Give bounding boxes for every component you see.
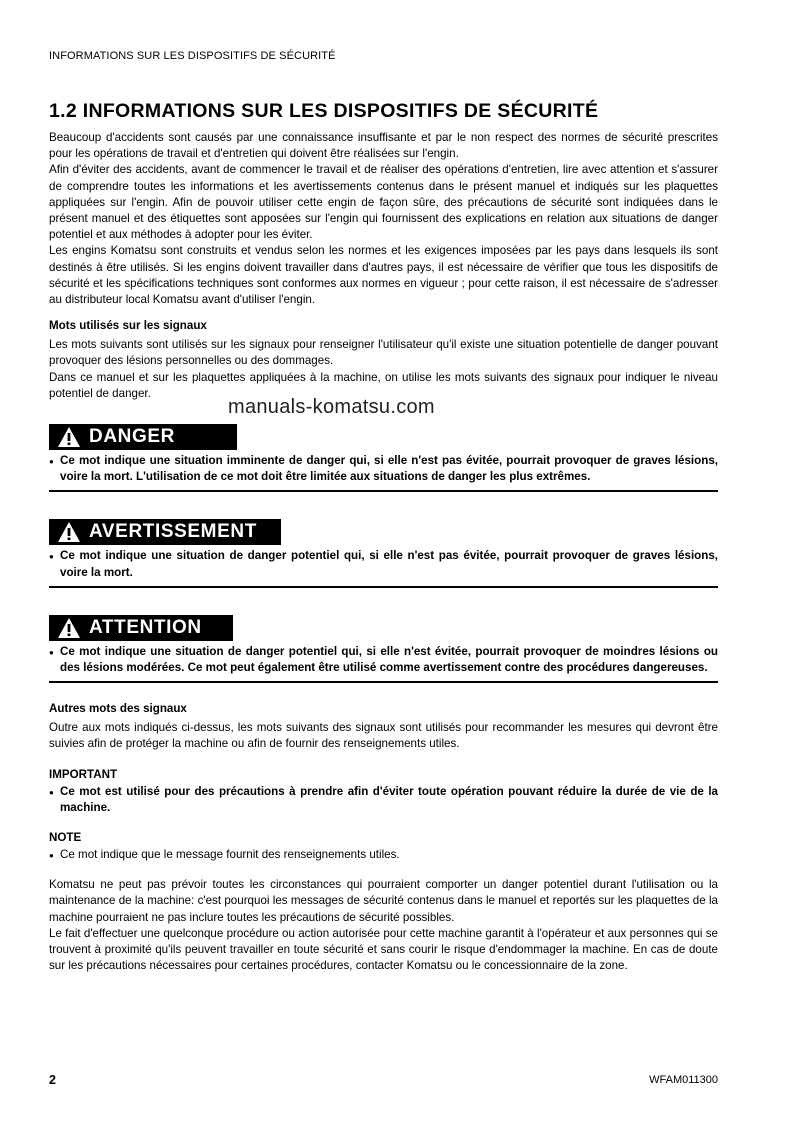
warning-label: AVERTISSEMENT: [89, 521, 257, 543]
caution-block: [49, 615, 718, 683]
intro-paragraph-1: Beaucoup d'accidents sont causés par une connaissance insuffisante et par le non respect des normes de sécurité prescrites pour les opérations de travail et d'entretien qui doivent être réalisées sur l'engin.: [49, 131, 718, 161]
page-number: 2: [49, 1073, 56, 1087]
danger-label: DANGER: [89, 426, 175, 448]
note-label: NOTE: [49, 831, 82, 845]
warning-triangle-icon: [57, 426, 81, 448]
warning-label-box: [49, 519, 281, 545]
caution-divider: [49, 681, 718, 683]
running-header: INFORMATIONS SUR LES DISPOSITIFS DE SÉCURITÉ: [49, 50, 336, 62]
intro-paragraph-3: Les engins Komatsu sont construits et vendus selon les normes et les exigences imposées par les pays dans lesquels ils sont destinés à être utilisés. Si les engins doivent travailler dans d'autres pays, il est nécessaire de vérifier que tous les dispositifs de sécurité et les spécifications techniques sont conformes aux normes en vigueur ; pour cette raison, il est nécessaire de s'adresser au distributeur local Komatsu avant d'utiliser l'engin.: [49, 244, 718, 307]
danger-text: ● Ce mot indique une situation imminente de danger qui, si elle n'est pas évitée, pourrait provoquer de graves lésions, voire la mort. L'utilisation de ce mot doit être limitée aux situations de danger les plus extrêmes.: [49, 453, 718, 485]
important-label: IMPORTANT: [49, 767, 118, 781]
watermark: manuals-komatsu.com: [228, 396, 435, 418]
other-signals-text: Outre aux mots indiqués ci-dessus, les mots suivants des signaux sont utilisés pour recommander les mesures qui devront être suivies afin de protéger la machine ou afin de fournir des renseignements utiles.: [49, 721, 718, 751]
warning-triangle-icon: [57, 521, 81, 543]
signals-heading: Mots utilisés sur les signaux: [49, 319, 207, 333]
warning-divider: [49, 586, 718, 588]
danger-block: [49, 424, 718, 492]
signals-paragraph-1: Les mots suivants sont utilisés sur les signaux pour renseigner l'utilisateur qu'il existe une situation potentielle de danger pouvant provoquer des lésions personnelles ou des dommages.: [49, 338, 718, 368]
warning-text: ● Ce mot indique une situation de danger potentiel qui, si elle n'est pas évitée, pourrait provoquer de graves lésions, voire la mort.: [49, 548, 718, 580]
warning-triangle-icon: [57, 617, 81, 639]
page-title: 1.2 INFORMATIONS SUR LES DISPOSITIFS DE SÉCURITÉ: [49, 100, 599, 122]
signals-paragraph-2: Dans ce manuel et sur les plaquettes appliquées à la machine, on utilise les mots suivants des signaux pour indiquer le niveau potentiel de danger.: [49, 370, 718, 400]
intro-paragraph-2: Afin d'éviter des accidents, avant de commencer le travail et de réaliser des opérations d'entretien, lire avec attention et s'assurer de comprendre toutes les informations et les avertissements contenus dans le présent manuel et indiqués sur les plaquettes appliquées sur l'engin. Afin de pouvoir utiliser cette engin de façon sûre, des précautions de sécurité sont indiquées dans le présent manuel et des étiquettes sont apposées sur l'engin qui fournissent des explications en relation aux situations de danger potentiel et aux méthodes à adopter pour les éviter.: [49, 163, 718, 242]
warning-block: [49, 519, 718, 587]
danger-label-box: [49, 424, 237, 450]
important-text: ● Ce mot est utilisé pour des précautions à prendre afin d'éviter toute opération pouvant réduire la durée de vie de la machine.: [49, 784, 718, 816]
closing-paragraph-2: Le fait d'effectuer une quelconque procédure ou action autorisée pour cette machine garantit à l'opérateur et aux personnes qui se trouvent à proximité qu'ils peuvent travailler en toute sécurité et sans courir le risque d'endommager la machine. En cas de doute sur les précautions nécessaires pour certaines procédures, contacter Komatsu ou le concessionnaire de la zone.: [49, 926, 718, 973]
caution-label-box: [49, 615, 233, 641]
note-text: ● Ce mot indique que le message fournit des renseignements utiles.: [49, 847, 718, 863]
other-signals-heading: Autres mots des signaux: [49, 702, 187, 716]
closing-paragraph-1: Komatsu ne peut pas prévoir toutes les circonstances qui pourraient comporter un danger potentiel durant l'utilisation ou la maintenance de la machine: c'est pourquoi les messages de sécurité contenus dans le manuel et reportés sur les plaquettes de la machine pourraient ne pas inclure toutes les précautions de sécurité possibles.: [49, 878, 718, 924]
page-content: [49, 98, 718, 975]
caution-label: ATTENTION: [89, 616, 202, 638]
caution-text: ● Ce mot indique une situation de danger potentiel qui, si elle n'est évitée, pourrait provoquer de moindres lésions ou des lésions modérées. Ce mot peut également être utilisé comme avertissement contre des procédures dangereuses.: [49, 644, 718, 676]
danger-divider: [49, 490, 718, 492]
document-code: WFAM011300: [649, 1074, 718, 1086]
